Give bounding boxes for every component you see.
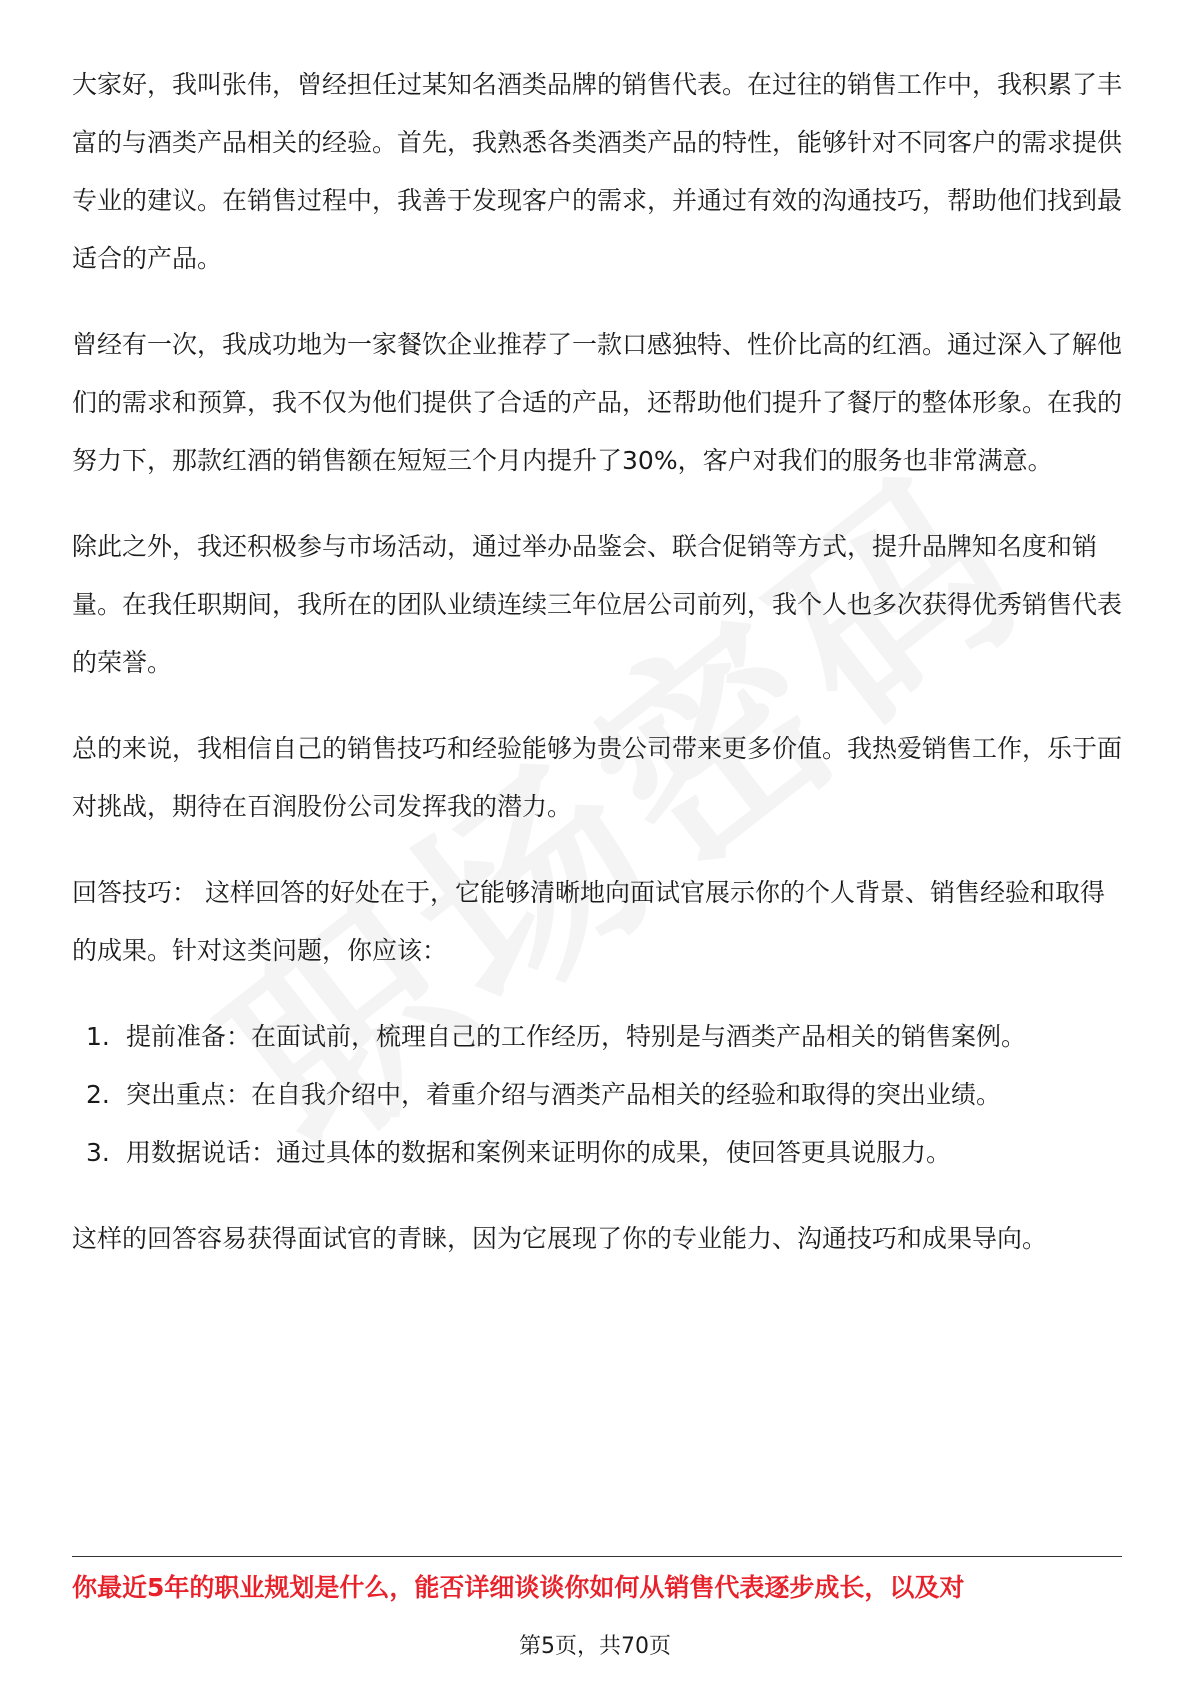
page-number: 第5页，共70页 xyxy=(519,1634,671,1659)
list-item xyxy=(72,1066,1122,1124)
answer-paragraph-intro: 大家好，我叫张伟，曾经担任过某知名酒类品牌的销售代表。在过往的销售工作中，我积累了丰富的与酒类产品相关的经验。首先，我熟悉各类酒类产品的特性，能够针对不同客户的需求提供专业的建议。在销售过程中，我善于发现客户的需求，并通过有效的沟通技巧，帮助他们找到最适合的产品。 xyxy=(72,70,1123,273)
tips-list xyxy=(72,1008,1122,1182)
answer-tips-intro: 回答技巧： 这样回答的好处在于，它能够清晰地向面试官展示你的个人背景、销售经验和取得的成果。针对这类问题，你应该： xyxy=(72,878,1105,965)
answer-paragraph-activities: 除此之外，我还积极参与市场活动，通过举办品鉴会、联合促销等方式，提升品牌知名度和销量。在我任职期间，我所在的团队业绩连续三年位居公司前列，我个人也多次获得优秀销售代表的荣誉。 xyxy=(72,532,1123,677)
list-item-number: 1. xyxy=(86,1022,110,1051)
list-item xyxy=(72,1008,1122,1066)
closing-paragraph: 这样的回答容易获得面试官的青睐，因为它展现了你的专业能力、沟通技巧和成果导向。 xyxy=(72,1224,1048,1253)
section-divider xyxy=(72,1556,1122,1557)
list-item-number: 2. xyxy=(86,1080,110,1109)
document-body xyxy=(72,56,1122,1296)
answer-paragraph-example: 曾经有一次，我成功地为一家餐饮企业推荐了一款口感独特、性价比高的红酒。通过深入了解他们的需求和预算，我不仅为他们提供了合适的产品，还帮助他们提升了餐厅的整体形象。在我的努力下，那款红酒的销售额在短短三个月内提升了30%，客户对我们的服务也非常满意。 xyxy=(72,330,1123,475)
answer-paragraph-summary: 总的来说，我相信自己的销售技巧和经验能够为贵公司带来更多价值。我热爱销售工作，乐于面对挑战，期待在百润股份公司发挥我的潜力。 xyxy=(72,734,1123,821)
list-item-text: 用数据说话：通过具体的数据和案例来证明你的成果，使回答更具说服力。 xyxy=(126,1138,952,1167)
next-question-heading: 你最近5年的职业规划是什么，能否详细谈谈你如何从销售代表逐步成长，以及对 xyxy=(72,1573,965,1602)
list-item xyxy=(72,1124,1122,1182)
list-item-number: 3. xyxy=(86,1138,110,1167)
list-item-text: 突出重点：在自我介绍中，着重介绍与酒类产品相关的经验和取得的突出业绩。 xyxy=(126,1080,1002,1109)
list-item-text: 提前准备：在面试前，梳理自己的工作经历，特别是与酒类产品相关的销售案例。 xyxy=(126,1022,1027,1051)
